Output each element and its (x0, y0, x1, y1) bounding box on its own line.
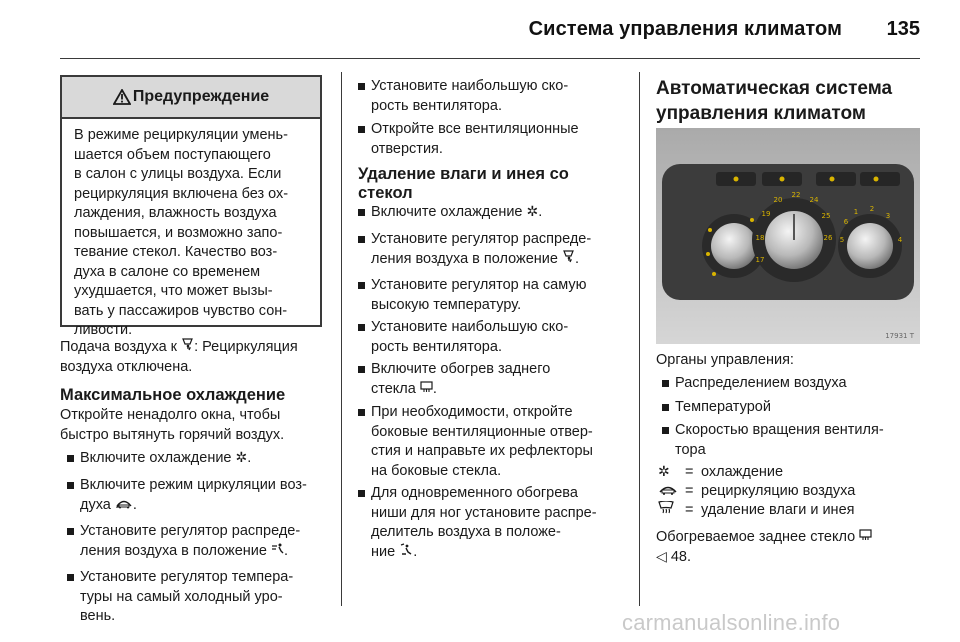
windshield-feet-icon (181, 339, 194, 355)
column-divider-2 (639, 72, 640, 606)
list-item: Откройте все вентиляционные отверстия. (371, 120, 579, 159)
image-code: 17931 T (885, 332, 914, 340)
bullet-icon (67, 574, 74, 581)
warning-line: повышается, и возможно запо- (74, 224, 283, 241)
fan-tick-label: 3 (885, 212, 891, 220)
list-item: Включите режим циркуляции воз- духа . (80, 476, 307, 515)
snowflake-icon: ✲ (658, 464, 670, 480)
list-item: Включите обогрев заднего стекла . (371, 360, 550, 399)
bullet-icon (662, 404, 669, 411)
bullet-icon (358, 83, 365, 90)
air-supply-paragraph (60, 338, 298, 377)
bullet-icon (67, 455, 74, 462)
definition-row: ✲ = охлаждение (658, 463, 783, 483)
bullet-icon (358, 126, 365, 133)
warning-heading (62, 77, 320, 119)
list-item: Установите регулятор распреде- ления воздуха в положение . (371, 230, 591, 269)
list-item: Включите охлаждение ✲. (371, 203, 542, 223)
temp-tick-label: 25 (821, 212, 831, 220)
list-item: Для одновременного обогрева ниши для ног установите распре- делитель воздуха в положе- ние . (371, 484, 597, 562)
list-item: Установите регулятор распреде- ления воздуха в положение . (80, 522, 300, 561)
bullet-icon (67, 482, 74, 489)
running-header-title: Система управления климатом (528, 18, 842, 40)
climate-panel-image (656, 128, 920, 344)
face-vent-icon (271, 543, 284, 559)
auto-climate-heading: Автоматическая система управления климатом (656, 78, 893, 124)
list-item: Распределением воздуха (675, 374, 847, 394)
list-item: Установите регулятор темпера- туры на самый холодный уро- вень. (80, 568, 293, 627)
rear-window-paragraph: Обогреваемое заднее стекло ◁ 48. (656, 528, 872, 567)
list-item: Установите регулятор на самую высокую температуру. (371, 276, 586, 315)
max-cooling-heading: Максимальное охлаждение (60, 386, 286, 404)
bullet-icon (358, 282, 365, 289)
watermark: carmanualsonline.info (622, 610, 841, 635)
temp-tick-label: 17 (755, 256, 765, 264)
temp-tick-label: 22 (791, 191, 801, 199)
bullet-icon (358, 209, 365, 216)
fan-tick-label: 6 (843, 218, 849, 226)
fan-tick-label: 1 (853, 208, 859, 216)
warning-body (62, 119, 320, 341)
intro-line: Откройте ненадолго окна, чтобы (60, 407, 281, 423)
fan-tick-label: 4 (897, 236, 903, 244)
bullet-icon (358, 490, 365, 497)
rear-defrost-icon (420, 381, 433, 397)
fan-tick-label: 5 (839, 236, 845, 244)
definition-row: = удаление влаги и инея (658, 501, 854, 521)
definition-row: = рециркуляцию воздуха (658, 482, 855, 502)
warning-line: лаждения, влажность воздуха (74, 205, 277, 221)
temp-tick-label: 19 (761, 210, 771, 218)
recirculation-icon (115, 497, 133, 513)
header-rule (60, 58, 920, 59)
defog-icon (658, 501, 685, 521)
list-item: При необходимости, откройте боковые вентиляционные отвер- стия и направьте их рефлекторы на боковые стекла. (371, 403, 593, 481)
air-supply-text: : Рециркуляция (194, 339, 298, 355)
temp-tick-label: 20 (773, 196, 783, 204)
max-cooling-intro (60, 406, 284, 445)
temp-tick-label: 18 (755, 234, 765, 242)
snowflake-icon: ✲ (235, 450, 248, 466)
warning-line: ухудшается, что может вызы- (74, 283, 273, 299)
warning-line: тевание стекол. Качество воз- (74, 244, 278, 260)
intro-line: быстро вытянуть горячий воздух. (60, 426, 285, 443)
snowflake-icon: ✲ (526, 204, 539, 220)
windshield-feet-icon (399, 544, 413, 560)
warning-line: духа в салоне со временем (74, 263, 261, 280)
bullet-icon (662, 380, 669, 387)
fan-tick-label: 2 (869, 205, 875, 213)
list-item: Скоростью вращения вентиля- тора (675, 421, 884, 460)
bullet-icon (662, 427, 669, 434)
warning-line: вать у пассажиров чувство сон- (74, 302, 288, 319)
list-item: Установите наибольшую ско- рость вентилятора. (371, 77, 568, 116)
page-reference-icon: ◁ (656, 548, 667, 565)
bullet-icon (358, 366, 365, 373)
bullet-icon (358, 324, 365, 331)
warning-triangle-icon (113, 89, 131, 105)
warning-line: шается объем поступающего (74, 146, 271, 163)
defog-heading: Удаление влаги и инея со стекол (358, 165, 569, 202)
warning-box (60, 75, 322, 338)
column-divider-1 (341, 72, 342, 606)
temp-tick-label: 26 (823, 234, 833, 242)
list-item: Установите наибольшую ско- рость вентилятора. (371, 318, 568, 357)
page-reference[interactable]: 48. (670, 548, 691, 565)
warning-line: рециркуляция включена без ох- (74, 185, 289, 202)
temp-tick-label: 24 (809, 196, 819, 204)
air-supply-text: Подача воздуха к (60, 339, 182, 355)
page-number: 135 (886, 18, 920, 40)
list-item: Включите охлаждение ✲. (80, 449, 251, 469)
warning-line: ливости. (74, 322, 133, 338)
air-supply-text: воздуха отключена. (60, 358, 193, 375)
list-item: Температурой (675, 398, 771, 418)
windshield-vent-icon (562, 251, 575, 267)
bullet-icon (358, 409, 365, 416)
bullet-icon (358, 236, 365, 243)
warning-line: В режиме рециркуляции умень- (74, 127, 288, 143)
rear-defrost-icon (859, 529, 872, 545)
warning-heading-text: Предупреждение (132, 88, 270, 105)
bullet-icon (67, 528, 74, 535)
recirculation-icon (658, 482, 685, 502)
warning-line: в салон с улицы воздуха. Если (74, 166, 282, 182)
controls-label: Органы управления: (656, 352, 794, 368)
